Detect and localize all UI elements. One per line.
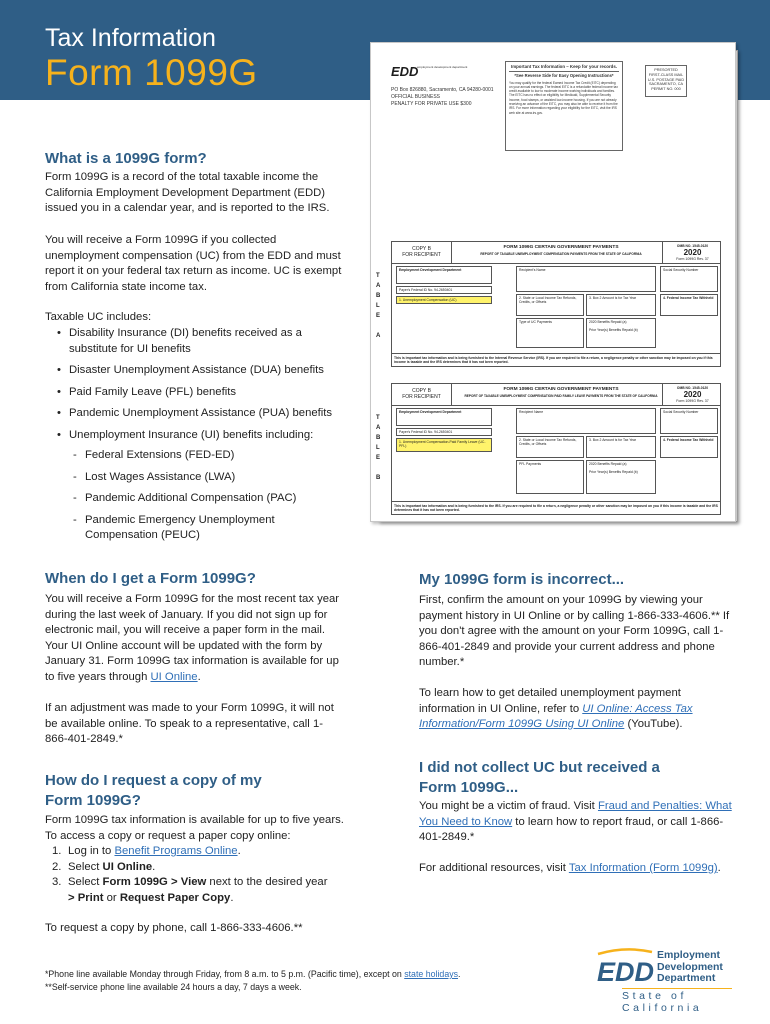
list-item: - Lost Wages Assistance (LWA) bbox=[71, 470, 341, 486]
box1-cell: 1. Unemployment Compensation (UC) bbox=[396, 296, 492, 304]
copy-year-box bbox=[662, 384, 722, 406]
list-item: • Paid Family Leave (PFL) benefits bbox=[57, 385, 347, 401]
when-heading: When do I get a Form 1099G? bbox=[45, 570, 256, 587]
request-intro: Form 1099G tax information is available for up to five years. To access a copy or request a paper copy online: bbox=[45, 814, 344, 842]
info-box-body: You may qualify for the federal Earned Income Tax Credit (EITC) depending on your annual earnings. The federal EITC is a refundable federal income tax credit available to low to moderate income working individuals and families. The EITC has no effect on eligibility for Medicaid, Supplemental Security Income, food stamps, or assisted low-income housing. If you are not already receiving an advance of the EITC, you may also be able to receive it from the IRS. For more information regarding your eligibility for the EITC, visit the IRS web site at www.irs.gov. bbox=[509, 80, 618, 115]
copy-header bbox=[392, 242, 720, 264]
edd-logo-state: State of California bbox=[622, 988, 732, 1014]
presort-line: FIRST-CLASS MAIL bbox=[648, 72, 684, 77]
edd-small-logo bbox=[391, 63, 468, 81]
payer-cell: Employment Development Department bbox=[396, 408, 492, 426]
box3-cell: 3. Box 2 Amount is for Tax Year bbox=[586, 294, 656, 316]
small-logo-text: employment development department bbox=[417, 65, 468, 69]
form-1099g-image bbox=[370, 42, 736, 522]
list-item: - Pandemic Emergency Unemployment Compensation (PEUC) bbox=[71, 513, 341, 544]
presort-line: PERMIT NO. 000 bbox=[651, 87, 681, 92]
info-box-subtitle: *See Reverse Side for Easy Opening Instructions* bbox=[514, 73, 614, 79]
tax-information-link[interactable]: Tax Information (Form 1099g) bbox=[568, 862, 718, 874]
copy-title: FORM 1099G CERTAIN GOVERNMENT PAYMENTS bbox=[503, 387, 619, 392]
request-phone: To request a copy by phone, call 1-866-333-4606.** bbox=[45, 922, 303, 934]
repaid-cell: 2020 Benefits Repaid (a) Prior Year(s) Benefits Repaid (b) bbox=[586, 460, 656, 494]
when-para2: If an adjustment was made to your Form 1099G, it will not be available online. To speak to a representative, call 1-866-401-2849.* bbox=[45, 702, 334, 745]
edd-mark-icon bbox=[596, 948, 654, 986]
header-subtitle: Tax Information bbox=[45, 24, 216, 52]
header-title: Form 1099G bbox=[45, 52, 258, 93]
step-item: 3. Select Form 1099G > View next to the desired year > Print or Request Paper Copy. bbox=[52, 876, 328, 904]
payer-cell: Employment Development Department bbox=[396, 266, 492, 284]
box4-cell: 4. Federal Income Tax Withheld bbox=[660, 436, 718, 458]
request-heading: How do I request a copy of my Form 1099G? bbox=[45, 772, 262, 809]
ssn-cell: Social Security Number bbox=[660, 266, 718, 292]
recipient-cell: Recipient Name bbox=[516, 408, 656, 434]
copy-header bbox=[392, 384, 720, 406]
uc-type-cell: Type of UC Payments bbox=[516, 318, 584, 348]
benefit-programs-online-link[interactable]: Benefit Programs Online bbox=[114, 845, 238, 857]
address-line: OFFICIAL BUSINESS bbox=[391, 94, 440, 100]
form-copy-b bbox=[391, 383, 721, 515]
payer-id-cell: Payer's Federal ID No. 94-2650401 bbox=[396, 428, 492, 436]
copy-label: COPY B FOR RECIPIENT bbox=[392, 242, 452, 264]
ui-sublist bbox=[71, 448, 341, 544]
address-line: PO Box 826880, Sacramento, CA 94280-0001 bbox=[391, 87, 494, 93]
state-holidays-link[interactable]: state holidays bbox=[404, 969, 459, 979]
list-item: • Pandemic Unemployment Assistance (PUA) benefits bbox=[57, 406, 347, 422]
not-collect-para2: For additional resources, visit Tax Information (Form 1099g). bbox=[419, 862, 721, 874]
ui-online-link[interactable]: UI Online bbox=[150, 670, 198, 683]
uc-type-cell: PFL Payments bbox=[516, 460, 584, 494]
box2-cell: 2. State or Local Income Tax Refunds, Credits, or Offsets bbox=[516, 436, 584, 458]
step-item: 1. Log in to Benefit Programs Online. bbox=[52, 845, 241, 857]
form-copy-a bbox=[391, 241, 721, 367]
side-letters-a: T A B L E A bbox=[376, 273, 381, 339]
list-item: • Disaster Unemployment Assistance (DUA) benefits bbox=[57, 363, 347, 379]
repaid-cell: 2020 Benefits Repaid (a) Prior Year(s) Benefits Repaid (b) bbox=[586, 318, 656, 348]
omb-number: OMB NO. 1545-0120 bbox=[676, 244, 709, 248]
omb-number: OMB NO. 1545-0120 bbox=[676, 386, 709, 390]
envelope-address bbox=[391, 87, 494, 108]
incorrect-heading: My 1099G form is incorrect... bbox=[419, 571, 625, 588]
edd-logo-words: Employment Development Department bbox=[657, 949, 723, 984]
request-steps bbox=[52, 844, 352, 906]
copy-subtitle: REPORT OF TAXABLE UNEMPLOYMENT COMPENSATION PAYMENTS FROM THE STATE OF CALIFORNIA bbox=[480, 252, 642, 256]
fraud-penalties-link[interactable]: Fraud and Penalties: What You Need to Know bbox=[419, 800, 732, 828]
copy-title: FORM 1099G CERTAIN GOVERNMENT PAYMENTS bbox=[503, 245, 619, 250]
box3-cell: 3. Box 2 Amount is for Tax Year bbox=[586, 436, 656, 458]
ui-online-tax-video-link[interactable]: UI Online: Access Tax Information/Form 1099G Using UI Online bbox=[419, 702, 693, 730]
recipient-cell: Recipient's Name bbox=[516, 266, 656, 292]
side-letters-b: T A B L E B bbox=[376, 415, 381, 481]
svg-text:EDD: EDD bbox=[391, 64, 419, 79]
copy-notice: This is important tax information and is being furnished to the Internal Revenue Service (IRS). If you are required to file a return, a negligence penalty or other sanction may be imposed on you if this income is taxable and the IRS determines that it has not been reported. bbox=[392, 353, 720, 366]
edd-logo bbox=[596, 948, 732, 1014]
what-is-para1: Form 1099G is a record of the total taxable income the California Employment Development Department (EDD) issued you in a calendar year, and is reported to the IRS. bbox=[45, 171, 330, 214]
envelope-info-box bbox=[505, 61, 623, 151]
address-line: PENALTY FOR PRIVATE USE $300 bbox=[391, 101, 472, 107]
tax-year: 2020 bbox=[683, 390, 702, 399]
list-item: • Unemployment Insurance (UI) benefits including: bbox=[57, 428, 347, 444]
form-revision: Form 1099G Rev. 37 bbox=[676, 399, 709, 403]
presort-line: SACRAMENTO, CA bbox=[648, 82, 684, 87]
what-is-heading: What is a 1099G form? bbox=[45, 150, 207, 167]
ssn-cell: Social Security Number bbox=[660, 408, 718, 434]
step-item: 2. Select UI Online. bbox=[52, 860, 156, 873]
when-para1: You will receive a Form 1099G for the most recent tax year during the last week of January. If you did not sign up for electronic mail, you will receive a paper form in the mail. Your UI Online account will be updated with the form by January 31. Form 1099G tax information is available for up to five years through UI Online. bbox=[45, 593, 340, 683]
payer-id-cell: Payer's Federal ID No. 94-2650401 bbox=[396, 286, 492, 294]
incorrect-para2: To learn how to get detailed unemployment payment information in UI Online, refer to UI Online: Access Tax Information/Form 1099G Using UI Online (YouTube). bbox=[419, 687, 693, 730]
box4-cell: 4. Federal Income Tax Withheld bbox=[660, 294, 718, 316]
not-collect-heading: I did not collect UC but received a Form 1099G... bbox=[419, 759, 660, 796]
info-box-title: Important Tax Information – Keep for your records. bbox=[509, 65, 619, 72]
not-collect-para1: You might be a victim of fraud. Visit Fraud and Penalties: What You Need to Know to learn how to report fraud, or call 1-866-401-2849.* bbox=[419, 800, 732, 843]
envelope-section bbox=[387, 55, 727, 147]
what-is-para2: You will receive a Form 1099G if you collected unemployment compensation (UC) from the EDD and must report it on your federal tax return as income. UC is exempt from California state income tax. bbox=[45, 234, 342, 293]
tax-year: 2020 bbox=[683, 248, 702, 257]
copy-subtitle: REPORT OF TAXABLE UNEMPLOYMENT COMPENSATION PAID FAMILY LEAVE PAYMENTS FROM THE STATE OF CALIFORNIA bbox=[464, 394, 658, 398]
presort-line: U.S. POSTAGE PAID bbox=[647, 77, 685, 82]
copy-label: COPY B FOR RECIPIENT bbox=[392, 384, 452, 406]
copy-year-box bbox=[662, 242, 722, 264]
list-item: - Federal Extensions (FED-ED) bbox=[71, 448, 341, 464]
presort-indicia bbox=[645, 65, 687, 97]
edd-mark-text: EDD bbox=[597, 957, 655, 987]
footnote-2: **Self-service phone line available 24 hours a day, 7 days a week. bbox=[45, 982, 302, 992]
incorrect-para1: First, confirm the amount on your 1099G by viewing your payment history in UI Online or by calling 1-866-333-4606.** If you don't agree with the amount on your Form 1099G, call 1-866-401-2849 and provide your current address and phone number.* bbox=[419, 594, 730, 668]
form-revision: Form 1099G Rev. 37 bbox=[676, 257, 709, 261]
taxable-list bbox=[57, 326, 347, 443]
copy-notice: This is important tax information and is being furnished to the IRS. If you are required to file a return, a negligence penalty or other sanction may be imposed on you if this income is taxable and the IRS determines that it has not been reported. bbox=[392, 501, 720, 514]
footnote-1: *Phone line available Monday through Friday, from 8 a.m. to 5 p.m. (Pacific time), except on state holidays. bbox=[45, 969, 461, 979]
box1-cell: 1. Unemployment Compensation-Paid Family Leave (UC-PFL) bbox=[396, 438, 492, 452]
list-item: - Pandemic Additional Compensation (PAC) bbox=[71, 491, 341, 507]
taxable-intro: Taxable UC includes: bbox=[45, 311, 152, 323]
presort-line: PRESORTED bbox=[654, 68, 678, 72]
box2-cell: 2. State or Local Income Tax Refunds, Credits, or Offsets bbox=[516, 294, 584, 316]
list-item: • Disability Insurance (DI) benefits received as a substitute for UI benefits bbox=[57, 326, 347, 357]
